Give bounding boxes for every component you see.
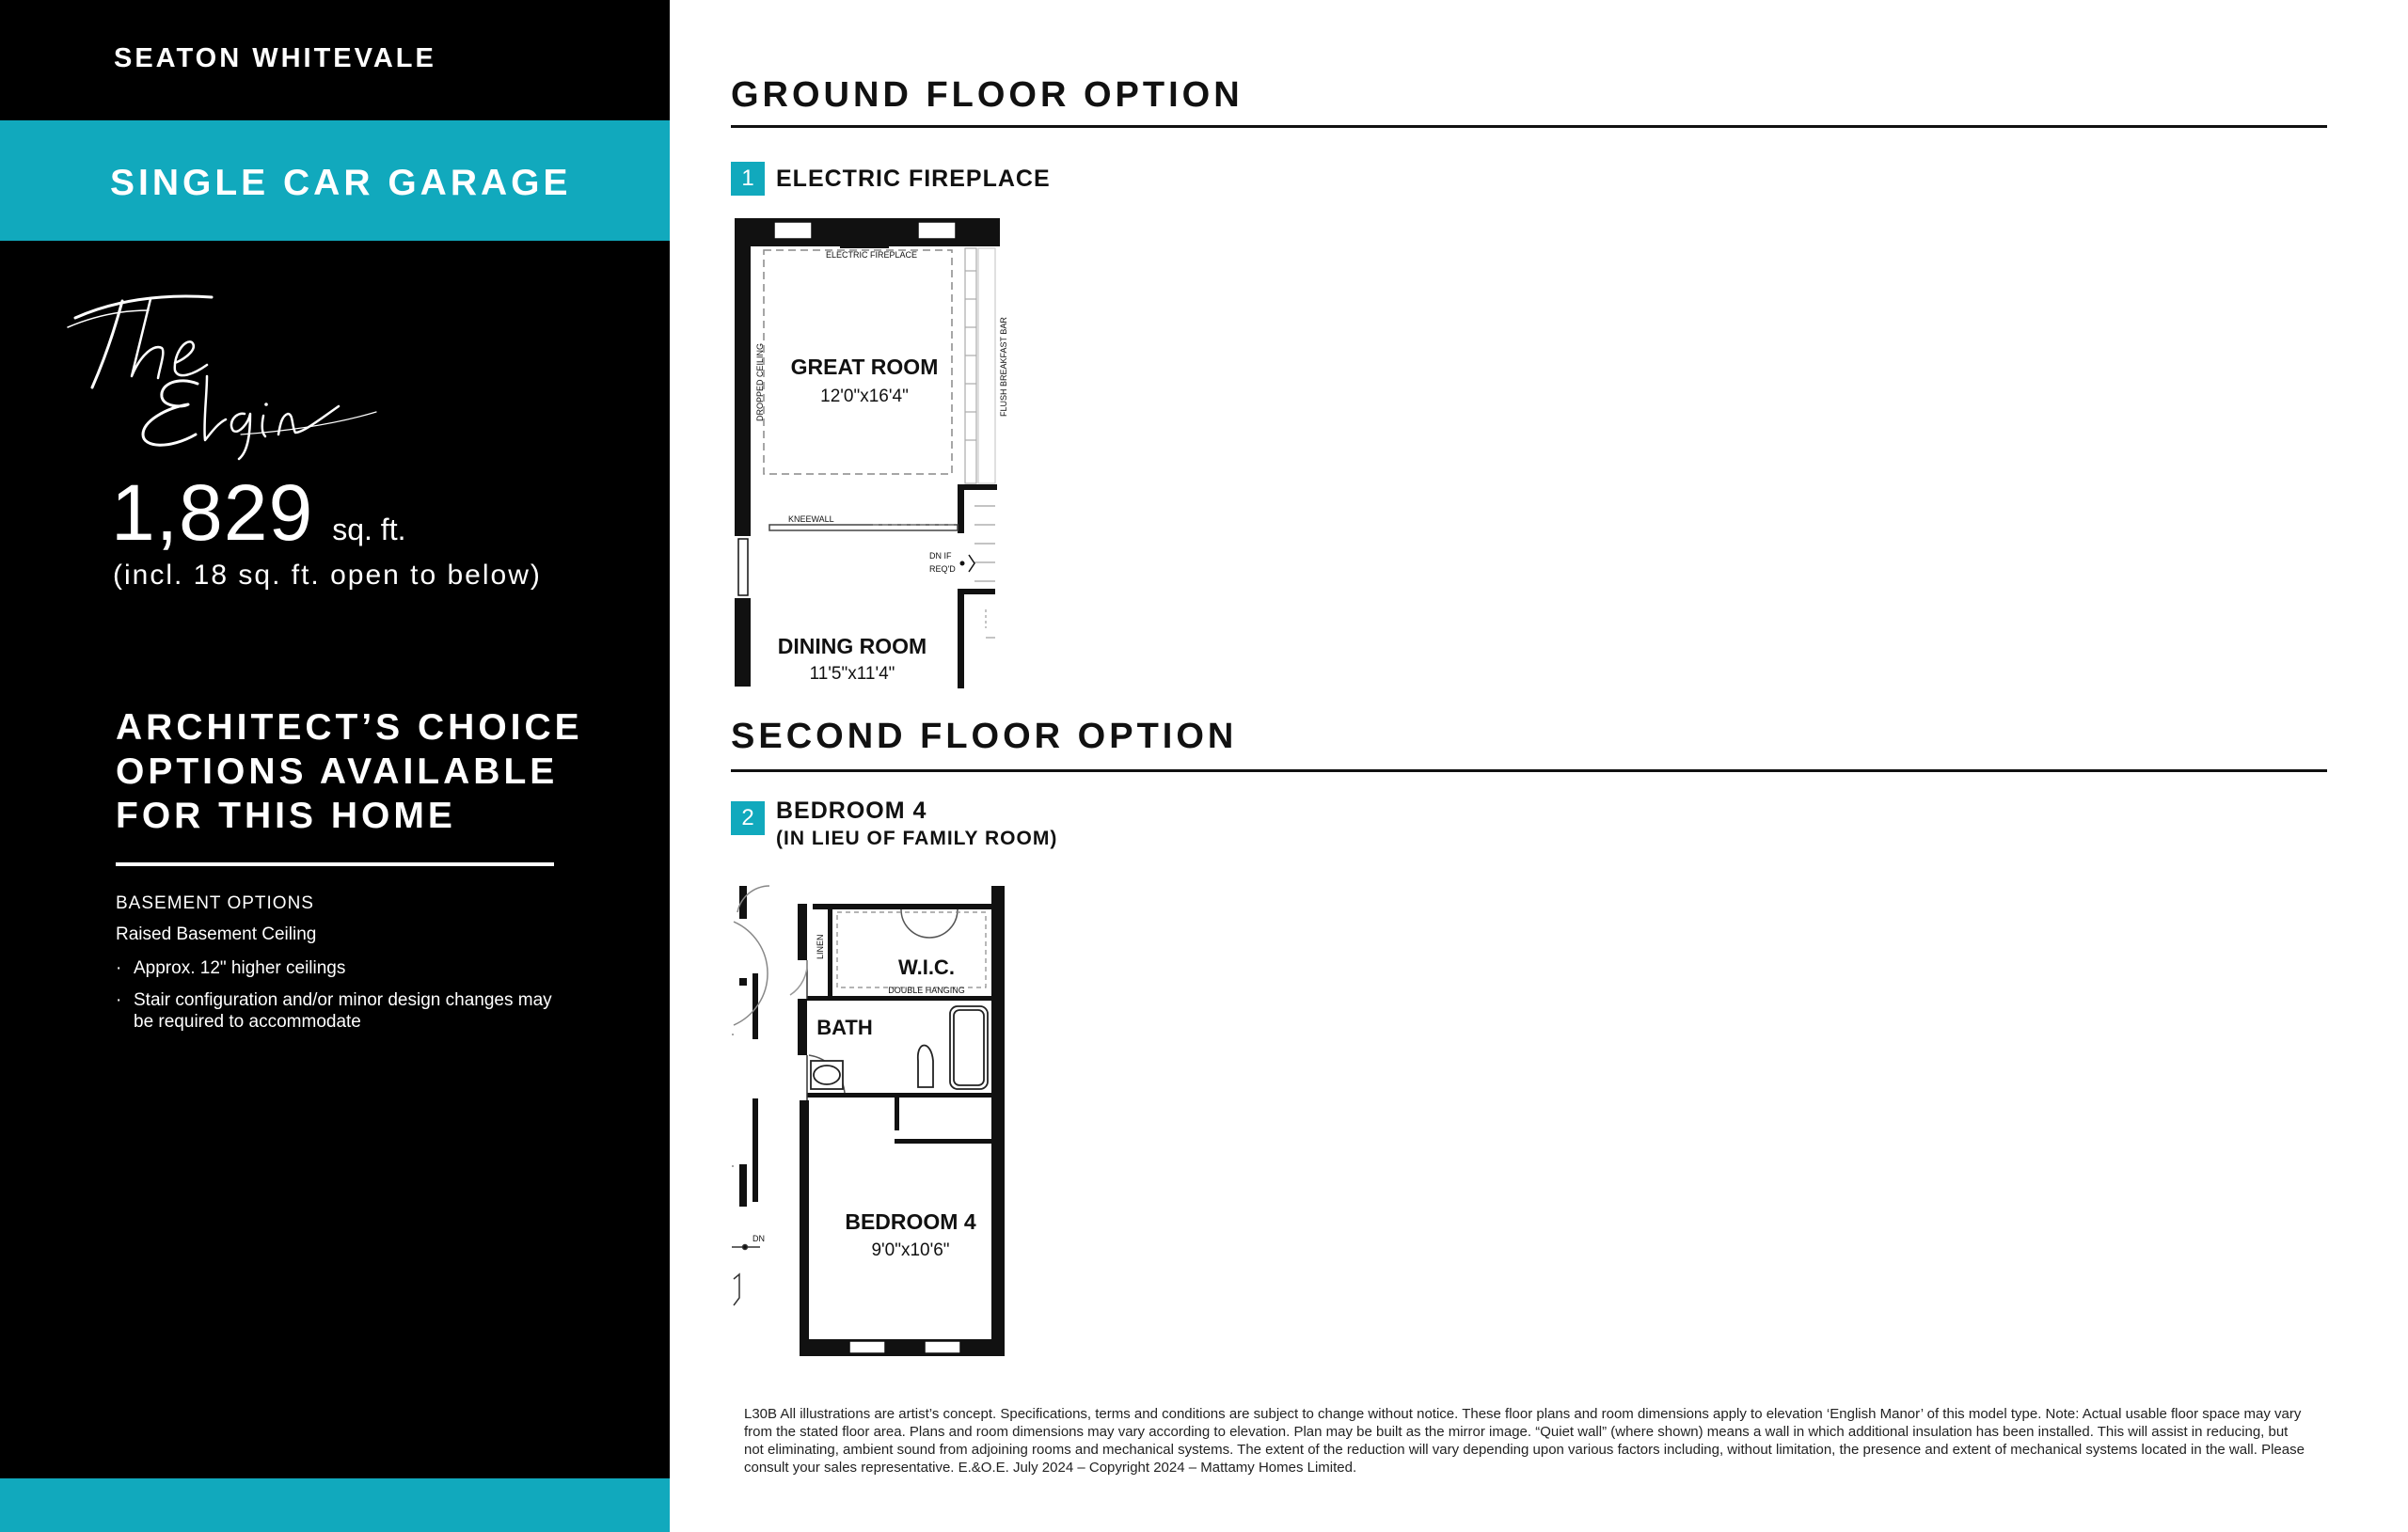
bullet-icon: · xyxy=(116,958,122,978)
architects-choice-heading: ARCHITECT’S CHOICE OPTIONS AVAILABLE FOR THIS HOME xyxy=(116,707,583,836)
sqft-note: (incl. 18 sq. ft. open to below) xyxy=(113,560,542,591)
plan-label-double-hanging: DOUBLE HANGING xyxy=(888,986,965,995)
room-label-great-room: GREAT ROOM xyxy=(790,355,939,379)
plan-label-dn: DN xyxy=(752,1234,765,1243)
garage-type-label: SINGLE CAR GARAGE xyxy=(110,163,572,203)
left-divider xyxy=(116,862,554,866)
plan-label-fireplace: ELECTRIC FIREPLACE xyxy=(826,250,918,260)
plan-label-dn-if: DN IF xyxy=(929,551,952,561)
room-label-bath: BATH xyxy=(816,1016,873,1039)
square-footage xyxy=(111,467,405,559)
basement-options-title: BASEMENT OPTIONS xyxy=(116,893,314,913)
basement-option-name: Raised Basement Ceiling xyxy=(116,924,317,944)
ground-floor-rule xyxy=(731,125,2327,128)
room-label-bedroom-4: BEDROOM 4 xyxy=(845,1209,976,1234)
room-dim-great-room: 12'0"x16'4" xyxy=(820,387,909,406)
room-label-wic: W.I.C. xyxy=(898,956,955,979)
plan-label-kneewall: KNEEWALL xyxy=(788,514,834,524)
option-label-bedroom-4: BEDROOM 4 xyxy=(776,798,927,824)
left-panel xyxy=(0,0,670,1532)
plan-label-reqd: REQ'D xyxy=(929,564,956,574)
legal-disclaimer: L30B All illustrations are artist’s concept. Specifications, terms and conditions are subject to change without notice. These floor plans and room dimensions apply to elevation ‘English Manor’ of this model type. Note: Actual usable floor space may vary from the stated floor area. Plans and room dimensions may vary according to elevation. Plan may be built as the mirror image. “Quiet wall” (where shown) means a wall in which additional insulation has been installed. This will assist in reducing, but not eliminating, ambient sound from adjoining rooms and mechanical systems. The extent of the reduction will vary depending upon various factors including, without limitation, the presence and extent of mechanical systems located in the wall. Please consult your sales representative. E.&O.E. July 2024 – Copyright 2024 – Mattamy Homes Limited. xyxy=(744,1406,2305,1476)
option-number-badge: 2 xyxy=(731,801,765,835)
plan-label-linen: LINEN xyxy=(816,934,825,959)
room-label-dining-room: DINING ROOM xyxy=(777,634,927,658)
option-sublabel: (IN LIEU OF FAMILY ROOM) xyxy=(776,828,1058,849)
community-name: SEATON WHITEVALE xyxy=(114,43,436,73)
second-floor-heading: SECOND FLOOR OPTION xyxy=(731,717,1238,756)
list-item: · Approx. 12" higher ceilings xyxy=(116,958,346,978)
ground-floor-plan xyxy=(732,214,1014,689)
sqft-value: 1,829 xyxy=(111,468,314,557)
option-number-badge: 1 xyxy=(731,162,765,196)
second-floor-plan xyxy=(732,884,1014,1359)
second-floor-rule xyxy=(731,769,2327,772)
plan-walls xyxy=(735,218,1000,688)
sqft-unit: sq. ft. xyxy=(332,513,406,546)
ground-floor-heading: GROUND FLOOR OPTION xyxy=(731,75,1244,115)
plan-walls xyxy=(739,886,1005,1356)
model-name-logo xyxy=(56,273,414,461)
plan-label-breakfast-bar: FLUSH BREAKFAST BAR xyxy=(999,317,1008,417)
list-item: · Stair configuration and/or minor design changes may be required to accommodate xyxy=(116,990,552,1032)
bullet-icon: · xyxy=(116,990,122,1010)
option-label-electric-fireplace: ELECTRIC FIREPLACE xyxy=(776,166,1051,192)
garage-type-band xyxy=(0,120,670,241)
room-dim-bedroom-4: 9'0"x10'6" xyxy=(871,1240,950,1260)
plan-label-dropped-ceiling: DROPPED CEILING xyxy=(755,342,765,421)
bottom-accent-band xyxy=(0,1478,670,1532)
room-dim-dining-room: 11'5"x11'4" xyxy=(809,664,895,684)
basement-option-bullets xyxy=(116,957,558,1043)
